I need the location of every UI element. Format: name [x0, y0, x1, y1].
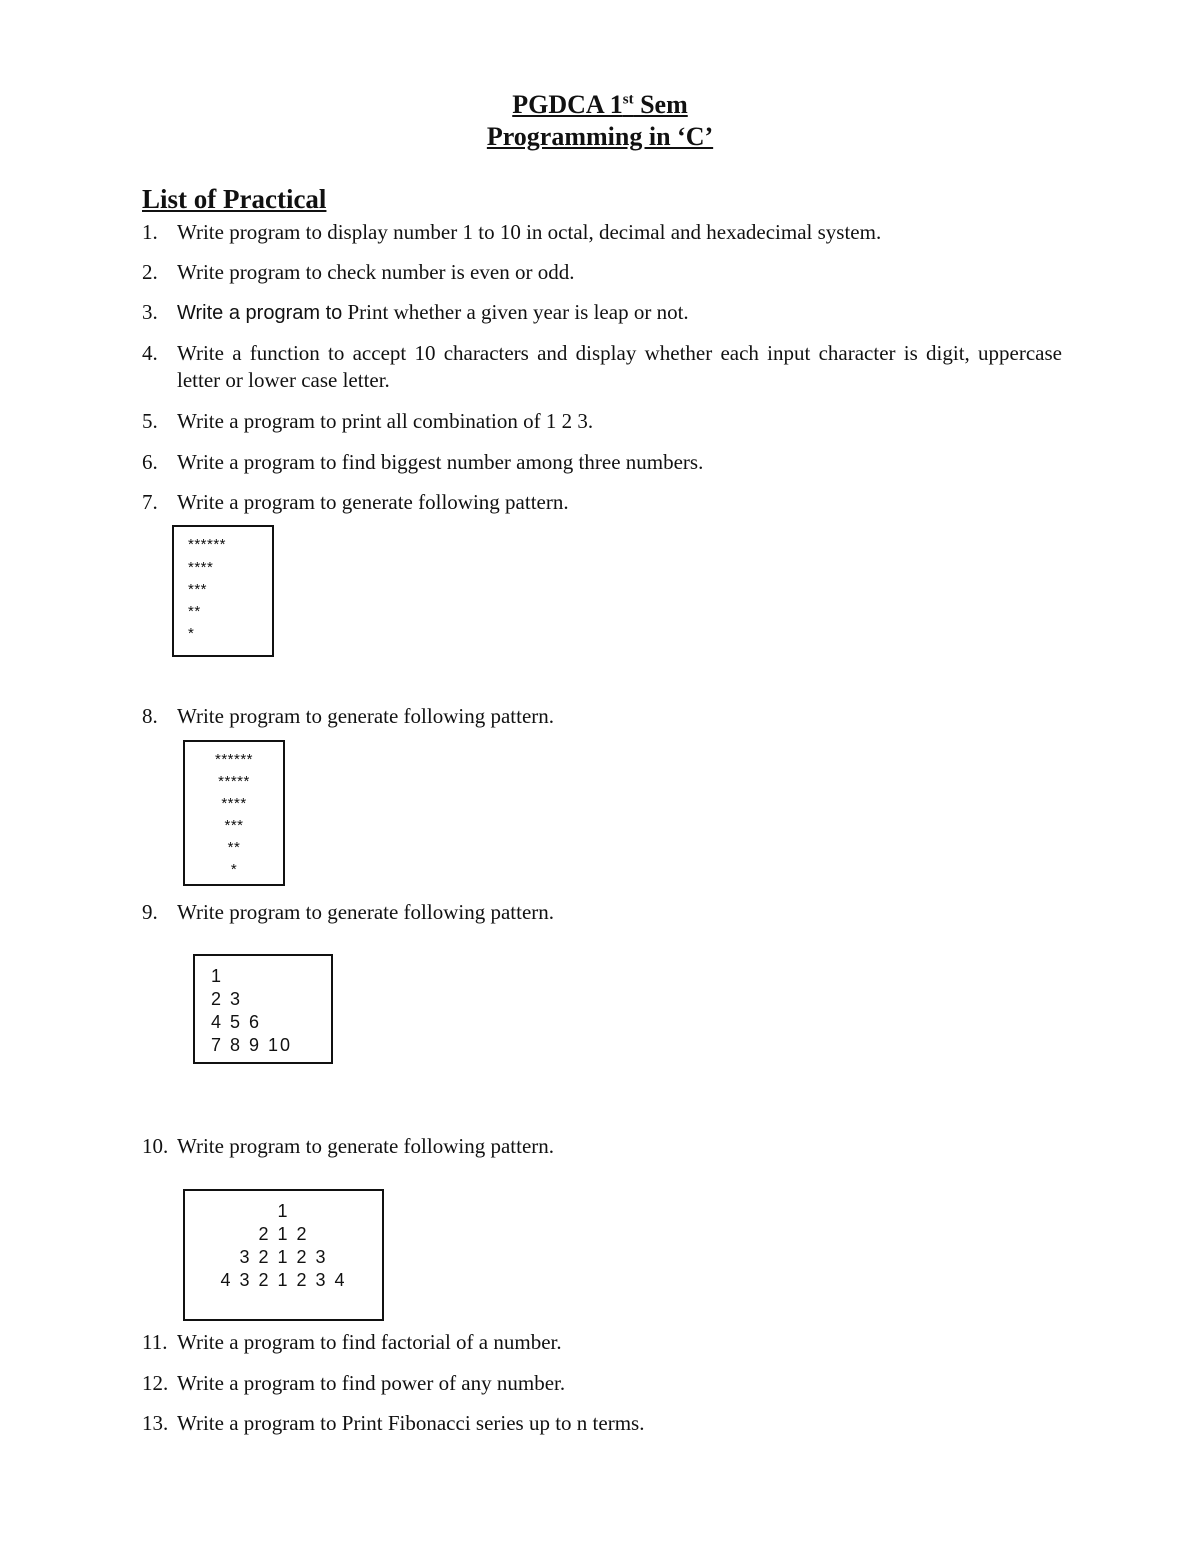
pattern-line: 3 2 1 2 3 [239, 1247, 328, 1267]
pattern-line: ****** [214, 751, 254, 768]
pattern-line: 7 8 9 10 [211, 1035, 293, 1055]
pattern-line: **** [188, 559, 214, 576]
list-item: 3. Write a program to Print whether a given year is leap or not. [142, 300, 689, 324]
pattern-line: * [230, 861, 238, 878]
pattern-line: 4 5 6 [211, 1012, 262, 1032]
list-item: 2. Write program to check number is even or odd. [142, 260, 575, 284]
list-item: 6. Write a program to find biggest number among three numbers. [142, 450, 704, 474]
pattern-box-7 [172, 525, 274, 657]
list-item: 10. Write program to generate following pattern. [142, 1134, 555, 1158]
list-item: 7. Write a program to generate following pattern. [142, 490, 569, 514]
pattern-line: 2 3 [211, 989, 243, 1009]
pattern-box-9 [193, 954, 333, 1064]
list-item: 13. Write a program to Print Fibonacci series up to n terms. [142, 1411, 645, 1435]
list-item: 11. Write a program to find factorial of a number. [142, 1330, 562, 1354]
pattern-line: ** [227, 839, 241, 856]
pattern-line: 1 [211, 966, 224, 986]
course-title: PGDCA 1st Sem [512, 90, 688, 119]
list-item: 1. Write program to display number 1 to 10 in octal, decimal and hexadecimal system. [142, 220, 882, 244]
list-item: 9. Write program to generate following pattern. [142, 900, 555, 924]
pattern-line: ****** [188, 536, 227, 553]
list-heading: List of Practical [142, 184, 327, 214]
pattern-box-10 [183, 1189, 384, 1321]
pattern-line: ** [188, 603, 201, 620]
pattern-line: 2 1 2 [258, 1224, 309, 1244]
pattern-line: 4 3 2 1 2 3 4 [220, 1270, 347, 1290]
pattern-line: *** [188, 581, 208, 598]
list-item: 8. Write program to generate following pattern. [142, 704, 555, 728]
pattern-line: * [188, 625, 195, 642]
pattern-box-8 [183, 740, 285, 886]
pattern-line: *** [224, 817, 244, 834]
pattern-line: ***** [218, 773, 250, 790]
subject-title: Programming in ‘C’ [486, 122, 714, 151]
list-item: 5. Write a program to print all combination of 1 2 3. [142, 409, 594, 433]
pattern-line: **** [221, 795, 247, 812]
pattern-line: 1 [277, 1201, 290, 1221]
list-item: 12. Write a program to find power of any number. [142, 1371, 566, 1395]
list-item: 4. Write a function to accept 10 characters and display whether each input character is digit, uppercase letter or lower case letter. [142, 341, 1062, 392]
